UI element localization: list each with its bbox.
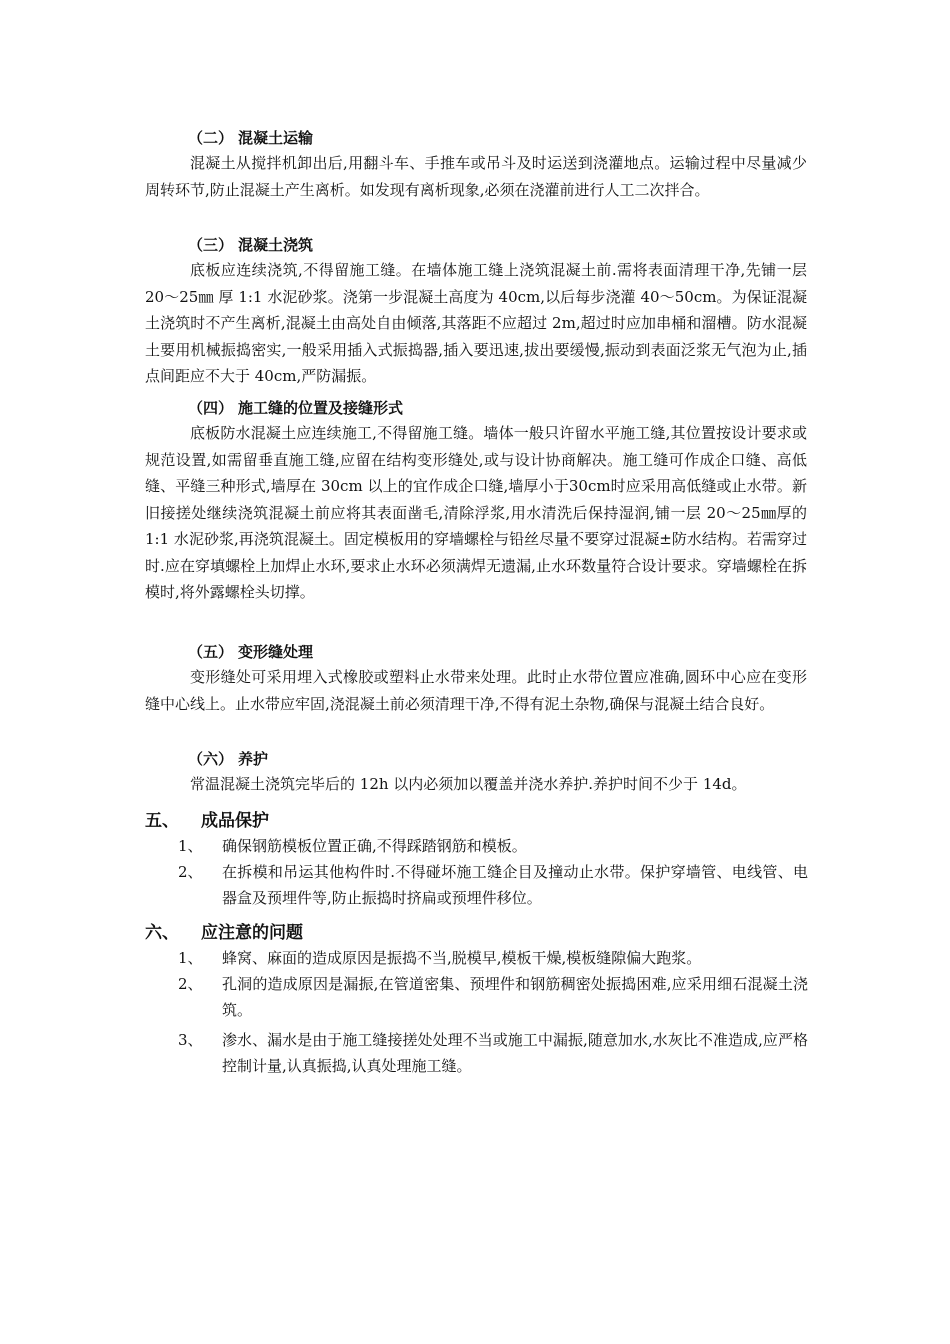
list-item [178, 1027, 808, 1079]
paragraph-deformation-joint: 变形缝处可采用埋入式橡胶或塑料止水带来处理。此时止水带位置应准确,圆环中心应在变形缝中心线上。止水带应牢固,浇混凝土前必须清理干净,不得有泥土杂物,确保与混凝土结合良好。 [145, 668, 807, 713]
list-item-text: 渗水、漏水是由于施工缝接搓处处理不当或施工中漏振,随意加水,水灰比不准造成,应严格控制计量,认真振捣,认真处理施工缝。 [222, 1031, 808, 1075]
subsection-heading-construction-joint [188, 398, 403, 418]
list-item [178, 971, 808, 1023]
list-item [178, 833, 808, 859]
subsection-number: （五） [188, 643, 234, 661]
subsection-number: （四） [188, 399, 234, 417]
list-item [178, 859, 808, 911]
subsection-number: （六） [188, 750, 234, 768]
subsection-title: 养护 [238, 750, 269, 768]
subsection-title: 施工缝的位置及接缝形式 [238, 399, 404, 417]
paragraph-pouring: 底板应连续浇筑,不得留施工缝。在墙体施工缝上浇筑混凝土前.需将表面清理干净,先铺一层 20～25㎜ 厚 1:1 水泥砂浆。浇第一步混凝土高度为 40cm,以后每步浇灌 40～50cm。为保证混凝土浇筑时不产生离析,混凝土由高处自由倾落,其落距不应超过 2m,超过时应加串桶和溜槽。防水混凝土要用机械振捣密实,一般采用插入式振捣器,插入要迅速,拔出要缓慢,振动到表面泛浆无气泡为止,插点间距应不大于 40cm,严防漏振。 [145, 261, 807, 385]
section-heading-precautions [145, 922, 303, 944]
paragraph-curing: 常温混凝土浇筑完毕后的 12h 以内必须加以覆盖并浇水养护.养护时间不少于 14d。 [190, 775, 747, 793]
list-item-text: 确保钢筋模板位置正确,不得踩踏钢筋和模板。 [222, 837, 527, 855]
section-number: 六、 [145, 923, 179, 943]
subsection-heading-transport [188, 128, 313, 148]
subsection-title: 变形缝处理 [238, 643, 314, 661]
subsection-heading-curing [188, 749, 268, 769]
subsection-heading-pouring [188, 235, 313, 255]
list-item-number: 3、 [178, 1031, 203, 1049]
list-item-text: 蜂窝、麻面的造成原因是振捣不当,脱模早,模板干燥,模板缝隙偏大跑浆。 [222, 949, 702, 967]
paragraph-construction-joint: 底板防水混凝土应连续施工,不得留施工缝。墙体一般只许留水平施工缝,其位置按设计要求或规范设置,如需留垂直施工缝,应留在结构变形缝处,或与设计协商解决。施工缝可作成企口缝、高低缝、平缝三种形式,墙厚在 30cm 以上的宜作成企口缝,墙厚小于30cm时应采用高低缝或止水带。新旧接搓处继续浇筑混凝土前应将其表面凿毛,清除浮浆,用水清洗后保持湿润,铺一层 20～25㎜厚的 1:1 水泥砂浆,再浇筑混凝土。固定模板用的穿墙螺栓与铅丝尽量不要穿过混凝±防水结构。若需穿过时.应在穿填螺栓上加焊止水环,要求止水环必须满焊无遗漏,止水环数量符合设计要求。穿墙螺栓在拆模时,将外露螺栓头切撑。 [145, 424, 807, 601]
list-item-text: 孔洞的造成原因是漏振,在管道密集、预埋件和钢筋稠密处振捣困难,应采用细石混凝土浇筑。 [222, 975, 808, 1019]
list-item-number: 1、 [178, 949, 203, 967]
subsection-title: 混凝土运输 [238, 129, 314, 147]
list-item-number: 2、 [178, 863, 203, 881]
list-item [178, 945, 808, 971]
list-item-number: 1、 [178, 837, 203, 855]
list-item-number: 2、 [178, 975, 203, 993]
subsection-number: （二） [188, 129, 234, 147]
subsection-heading-deformation-joint [188, 642, 313, 662]
section-heading-product-protection [145, 810, 269, 832]
section-title: 成品保护 [201, 811, 269, 831]
subsection-title: 混凝土浇筑 [238, 236, 314, 254]
section-number: 五、 [145, 811, 179, 831]
paragraph-transport: 混凝土从搅拌机卸出后,用翻斗车、手推车或吊斗及时运送到浇灌地点。运输过程中尽量减少周转环节,防止混凝土产生离析。如发现有离析现象,必须在浇灌前进行人工二次拌合。 [145, 154, 807, 199]
list-item-text: 在拆模和吊运其他构件时.不得碰坏施工缝企目及撞动止水带。保护穿墙管、电线管、电器盒及预埋件等,防止振捣时挤扁或预埋件移位。 [222, 863, 808, 907]
subsection-number: （三） [188, 236, 234, 254]
section-title: 应注意的问题 [201, 923, 303, 943]
